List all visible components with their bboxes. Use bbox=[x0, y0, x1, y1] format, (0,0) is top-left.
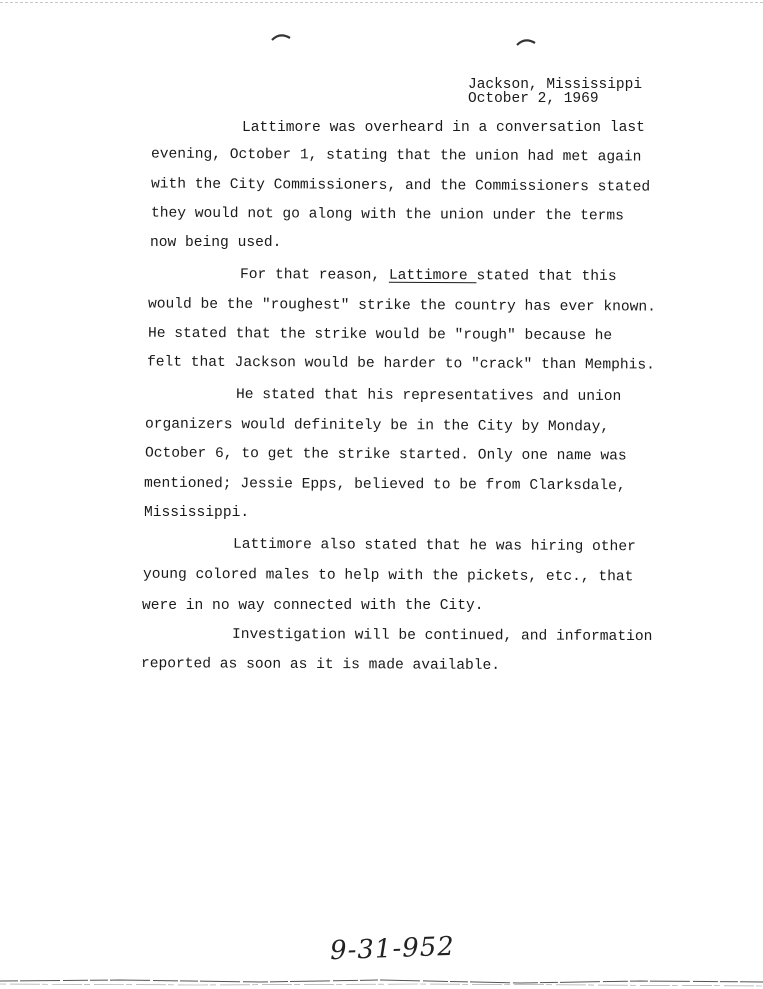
paragraph-3-line-4: mentioned; Jessie Epps, believed to be from Clarksdale, bbox=[143, 475, 626, 495]
header-location: Jackson, Mississippi bbox=[468, 77, 643, 93]
paragraph-3-line-1: He stated that his representatives and union bbox=[235, 386, 622, 406]
paragraph-4-line-3: were in no way connected with the City. bbox=[142, 598, 484, 614]
paragraph-2-line-2: would be the "roughest" strike the country has ever known. bbox=[147, 296, 656, 316]
paragraph-1-line-3: with the City Commissioners, and the Commissioners stated bbox=[150, 176, 651, 196]
paragraph-2-line-1-end: stated that this bbox=[476, 268, 617, 285]
paragraph-1-line-5: now being used. bbox=[150, 235, 282, 251]
handwritten-file-number: 9-31-952 bbox=[329, 931, 456, 967]
paragraph-4-line-2: young colored males to help with the pickets, etc., that bbox=[142, 566, 634, 586]
page-bottom-edge bbox=[0, 975, 763, 989]
paragraph-3-line-3: October 6, to get the strike started. Only one name was bbox=[144, 445, 627, 465]
paragraph-2-line-3: He stated that the strike would be "rough" because he bbox=[147, 325, 613, 345]
paragraph-3-line-5: Mississippi. bbox=[144, 505, 250, 521]
paragraph-4-line-1: Lattimore also stated that he was hiring other bbox=[232, 536, 636, 556]
paragraph-5-line-1: Investigation will be continued, and information bbox=[231, 626, 653, 646]
paragraph-3-line-2: organizers would definitely be in the City by Monday, bbox=[144, 416, 610, 436]
header-date: October 2, 1969 bbox=[468, 91, 599, 107]
paragraph-1-line-1: Lattimore was overheard in a conversation last bbox=[242, 120, 645, 136]
paragraph-1-line-4: they would not go along with the union under the terms bbox=[150, 205, 624, 225]
paragraph-2-line-4: felt that Jackson would be harder to "crack" than Memphis. bbox=[146, 354, 655, 374]
paragraph-5-line-2: reported as soon as it is made available. bbox=[140, 656, 501, 674]
paragraph-2-line-1 bbox=[240, 267, 617, 285]
underlined-name-lattimore: Lattimore bbox=[388, 267, 477, 285]
paragraph-1-line-2: evening, October 1, stating that the union had met again bbox=[150, 146, 642, 166]
paragraph-2-line-1-start: For that reason, bbox=[239, 267, 389, 284]
